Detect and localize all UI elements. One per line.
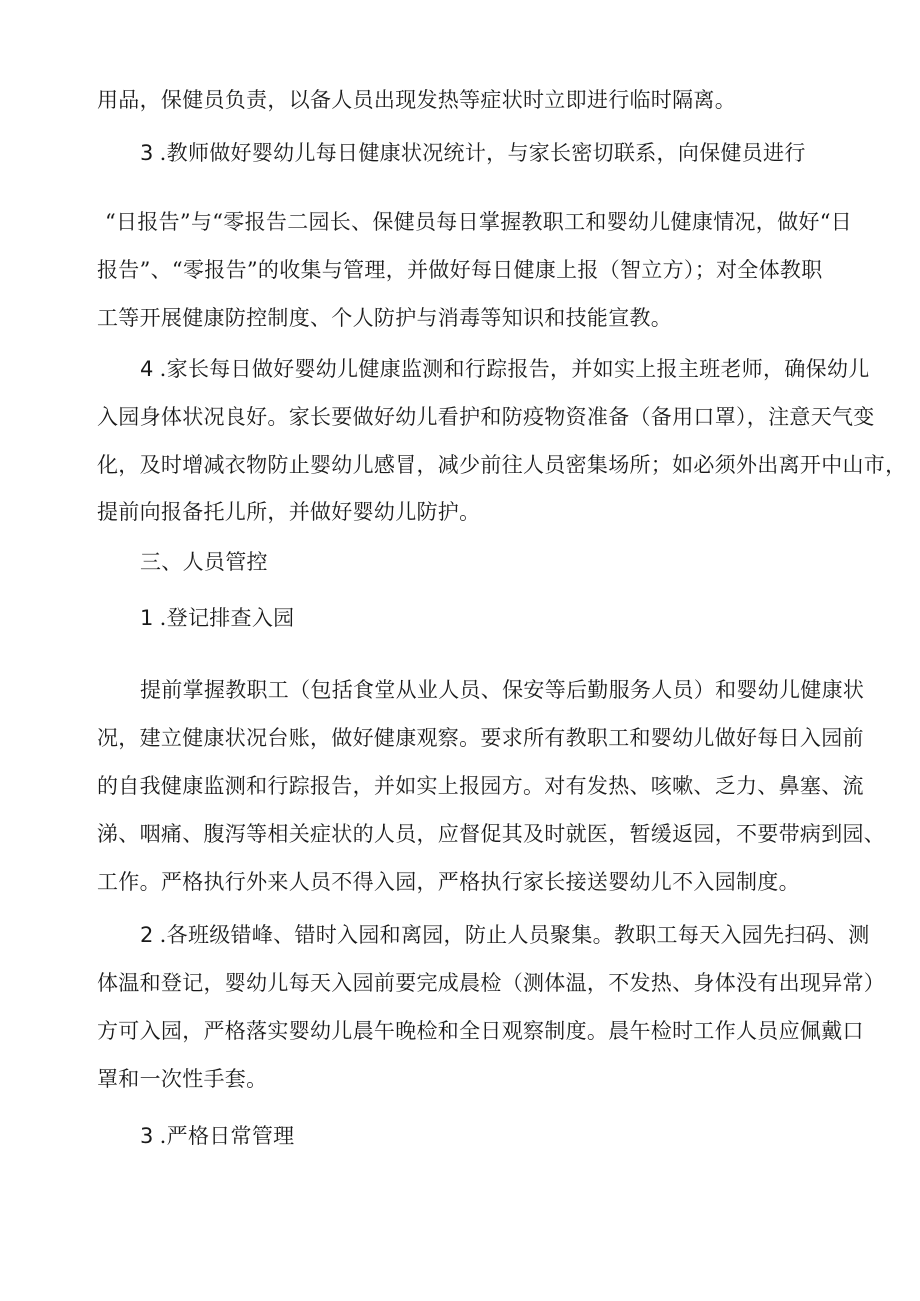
subsection-heading-1 <box>140 604 294 632</box>
numbered-item-3 <box>140 139 806 167</box>
paragraph-line: 工作。严格执行外来人员不得入园，严格执行家长接送婴幼儿不入园制度。 <box>97 870 800 894</box>
paragraph-line: 报告”、“零报告”的收集与管理，并做好每日健康上报（智立方）；对全体教职 <box>97 258 823 282</box>
paragraph-line: “日报告”与“零报告二园长、保健员每日掌握教职工和婴幼儿健康情况，做好“日 <box>105 210 853 234</box>
item-number: 3 <box>140 1124 154 1148</box>
item-number: 3 <box>140 141 154 165</box>
paragraph-line: 罩和一次性手套。 <box>97 1067 268 1091</box>
paragraph-line: 提前向报备托儿所，并做好婴幼儿防护。 <box>97 500 481 524</box>
paragraph-line: 化，及时增减衣物防止婴幼儿感冒，减少前往人员密集场所；如必须外出离开中山市， <box>97 453 907 477</box>
paragraph-line: 况，建立健康状况台账，做好健康观察。要求所有教职工和婴幼儿做好每日入园前 <box>97 726 864 750</box>
paragraph-line: 入园身体状况良好。家长要做好幼儿看护和防疫物资准备（备用口罩），注意天气变 <box>97 405 875 429</box>
item-number: 4 <box>140 357 154 381</box>
numbered-item-2 <box>140 921 870 949</box>
paragraph-line: 工等开展健康防控制度、个人防护与消毒等知识和技能宣教。 <box>97 306 673 330</box>
item-number: 2 <box>140 923 154 947</box>
paragraph-line: 用品，保健员负责，以备人员出现发热等症状时立即进行临时隔离。 <box>97 88 736 112</box>
section-heading: 三、人员管控 <box>140 550 268 574</box>
paragraph-line: 体温和登记，婴幼儿每天入园前要完成晨检（测体温，不发热、身体没有出现异常） <box>97 971 886 995</box>
paragraph-line: 涕、咽痛、腹泻等相关症状的人员，应督促其及时就医，暂缓返园，不要带病到园、 <box>97 822 886 846</box>
paragraph-line: 方可入园，严格落实婴幼儿晨午晚检和全日观察制度。晨午检时工作人员应佩戴口 <box>97 1019 864 1043</box>
subsection-heading-3 <box>140 1122 294 1150</box>
item-text: .严格日常管理 <box>159 1124 295 1148</box>
numbered-item-4 <box>140 355 870 383</box>
item-number: 1 <box>140 606 154 630</box>
paragraph-line: 提前掌握教职工（包括食堂从业人员、保安等后勤服务人员）和婴幼儿健康状 <box>140 678 865 702</box>
item-text: .登记排查入园 <box>159 606 295 630</box>
item-text: .教师做好婴幼儿每日健康状况统计，与家长密切联系，向保健员进行 <box>159 141 806 165</box>
item-text: .各班级错峰、错时入园和离园，防止人员聚集。教职工每天入园先扫码、测 <box>159 923 870 947</box>
paragraph-line: 的自我健康监测和行踪报告，并如实上报园方。对有发热、咳嗽、乏力、鼻塞、流 <box>97 774 864 798</box>
item-text: .家长每日做好婴幼儿健康监测和行踪报告，并如实上报主班老师，确保幼儿 <box>159 357 870 381</box>
